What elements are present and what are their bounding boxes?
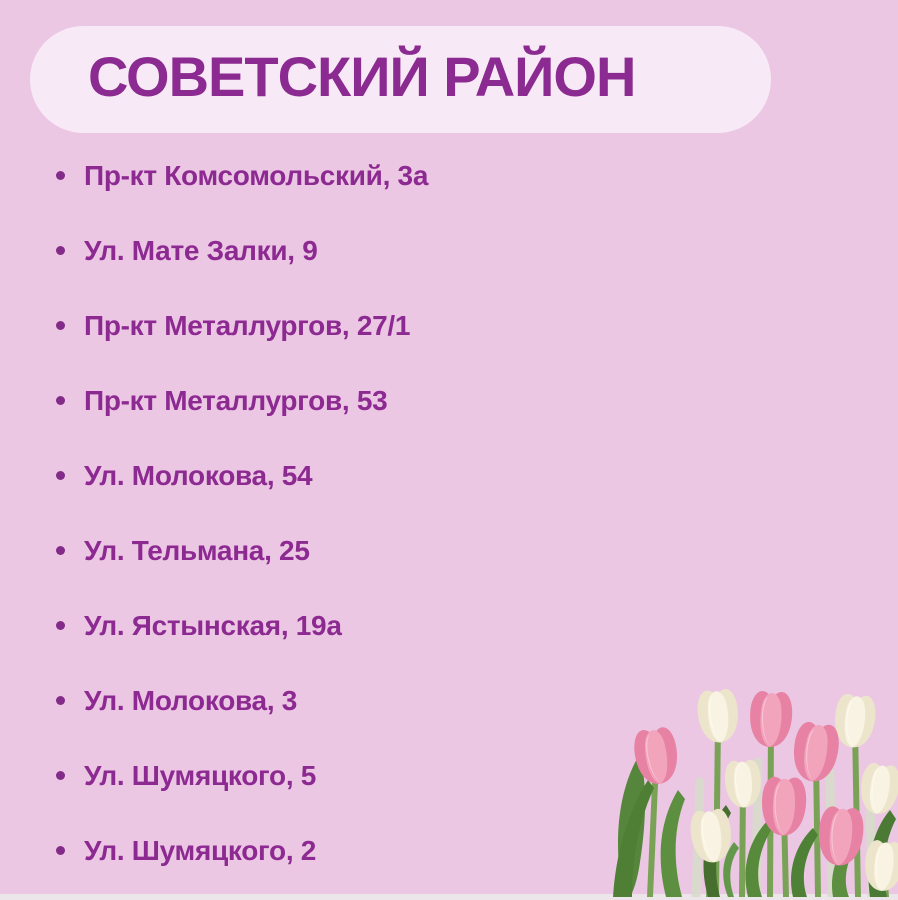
list-item: [48, 138, 428, 213]
bullet-icon: [56, 396, 65, 405]
address-label: Пр-кт Металлургов, 53: [84, 384, 388, 416]
list-item: [48, 738, 428, 813]
list-item: [48, 513, 428, 588]
list-item: [48, 213, 428, 288]
address-label: Ул. Шумяцкого, 5: [84, 759, 317, 791]
list-item: [48, 588, 428, 663]
bullet-icon: [56, 321, 65, 330]
list-item: [48, 663, 428, 738]
bullet-icon: [56, 696, 65, 705]
bullet-icon: [56, 471, 65, 480]
address-label: Ул. Тельмана, 25: [84, 534, 310, 566]
address-label: Ул. Ястынская, 19а: [84, 609, 342, 641]
list-item: [48, 288, 428, 363]
list-item: [48, 438, 428, 513]
district-header-pill: [30, 26, 771, 133]
list-item: [48, 363, 428, 438]
bullet-icon: [56, 246, 65, 255]
list-item: [48, 813, 428, 888]
address-label: Ул. Мате Залки, 9: [84, 234, 318, 266]
bullet-icon: [56, 771, 65, 780]
bullet-icon: [56, 546, 65, 555]
address-label: Пр-кт Комсомольский, 3а: [84, 159, 429, 191]
page-title: СОВЕТСКИЙ РАЙОН: [88, 45, 636, 108]
bullet-icon: [56, 621, 65, 630]
tulips-photo: [608, 662, 898, 897]
bullet-icon: [56, 846, 65, 855]
address-label: Ул. Шумяцкого, 2: [84, 834, 317, 866]
address-list: [48, 138, 428, 888]
bullet-icon: [56, 171, 65, 180]
address-label: Ул. Молокова, 3: [84, 684, 298, 716]
address-label: Пр-кт Металлургов, 27/1: [84, 309, 411, 341]
address-label: Ул. Молокова, 54: [84, 459, 313, 491]
